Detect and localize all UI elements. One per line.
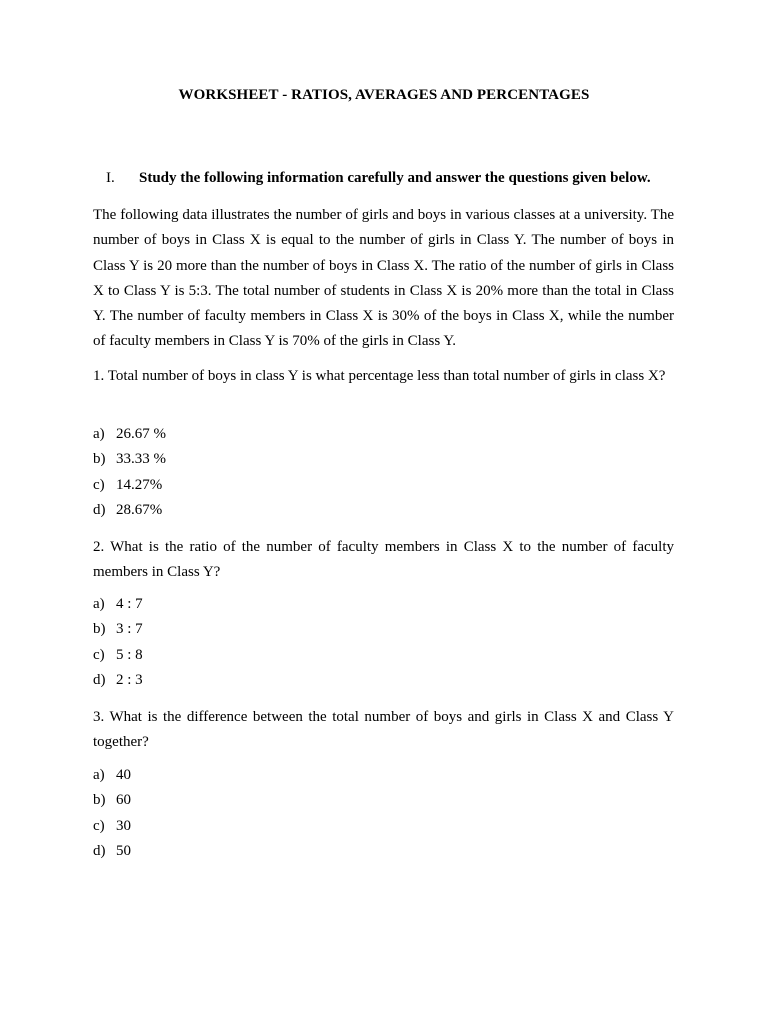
option-c: [93, 473, 166, 498]
option-text: 3 : 7: [116, 621, 143, 638]
option-letter: b): [93, 621, 106, 638]
option-text: 40: [116, 767, 131, 783]
option-text: 28.67%: [116, 501, 163, 518]
section-heading: [106, 170, 651, 187]
option-a: [93, 422, 166, 447]
option-b: [93, 617, 143, 642]
option-text: 50: [116, 842, 131, 859]
option-letter: d): [93, 671, 106, 688]
option-letter: b): [93, 792, 106, 809]
option-text: 30: [116, 817, 131, 834]
option-letter: a): [93, 426, 105, 442]
option-c: [93, 643, 143, 668]
option-text: 4 : 7: [116, 596, 143, 612]
option-text: 5 : 8: [116, 646, 143, 663]
option-letter: a): [93, 767, 105, 783]
option-d: [93, 498, 166, 523]
question-2-options: [93, 592, 143, 693]
option-letter: a): [93, 596, 105, 612]
question-3-options: [93, 763, 131, 864]
option-b: [93, 788, 131, 813]
worksheet-title: WORKSHEET - RATIOS, AVERAGES AND PERCENTAGES: [178, 87, 590, 103]
option-d: [93, 668, 143, 693]
option-text: 14.27%: [116, 476, 163, 493]
option-a: [93, 592, 143, 617]
section-number: I.: [106, 170, 115, 186]
option-a: [93, 763, 131, 788]
question-1: 1. Total number of boys in class Y is what percentage less than total number of girls in class X?: [93, 368, 666, 384]
intro-paragraph: The following data illustrates the number of girls and boys in various classes at a university. The number of boys in Class X is equal to the number of girls in Class Y. The number of boys in Class Y is 20 more than the number of boys in Class X. The ratio of the number of girls in Class X to Class Y is 5:3. The total number of students in Class X is 20% more than the total in Class Y. The number of faculty members in Class X is 30% of the boys in Class X, while the number of faculty members in Class Y is 70% of the girls in Class Y.: [93, 207, 674, 350]
option-text: 2 : 3: [116, 671, 143, 688]
option-letter: b): [93, 451, 106, 468]
option-letter: c): [93, 476, 105, 493]
question-1-options: [93, 422, 166, 523]
question-3: 3. What is the difference between the total number of boys and girls in Class X and Class Y together?: [93, 709, 674, 751]
option-text: 26.67 %: [116, 426, 166, 442]
option-b: [93, 447, 166, 472]
section-instruction: Study the following information carefully and answer the questions given below.: [139, 170, 651, 186]
option-text: 60: [116, 792, 131, 809]
question-2: 2. What is the ratio of the number of faculty members in Class X to the number of faculty members in Class Y?: [93, 539, 674, 581]
option-d: [93, 839, 131, 864]
option-text: 33.33 %: [116, 451, 166, 468]
option-letter: c): [93, 646, 105, 663]
option-letter: d): [93, 501, 106, 518]
option-c: [93, 814, 131, 839]
option-letter: c): [93, 817, 105, 834]
option-letter: d): [93, 842, 106, 859]
